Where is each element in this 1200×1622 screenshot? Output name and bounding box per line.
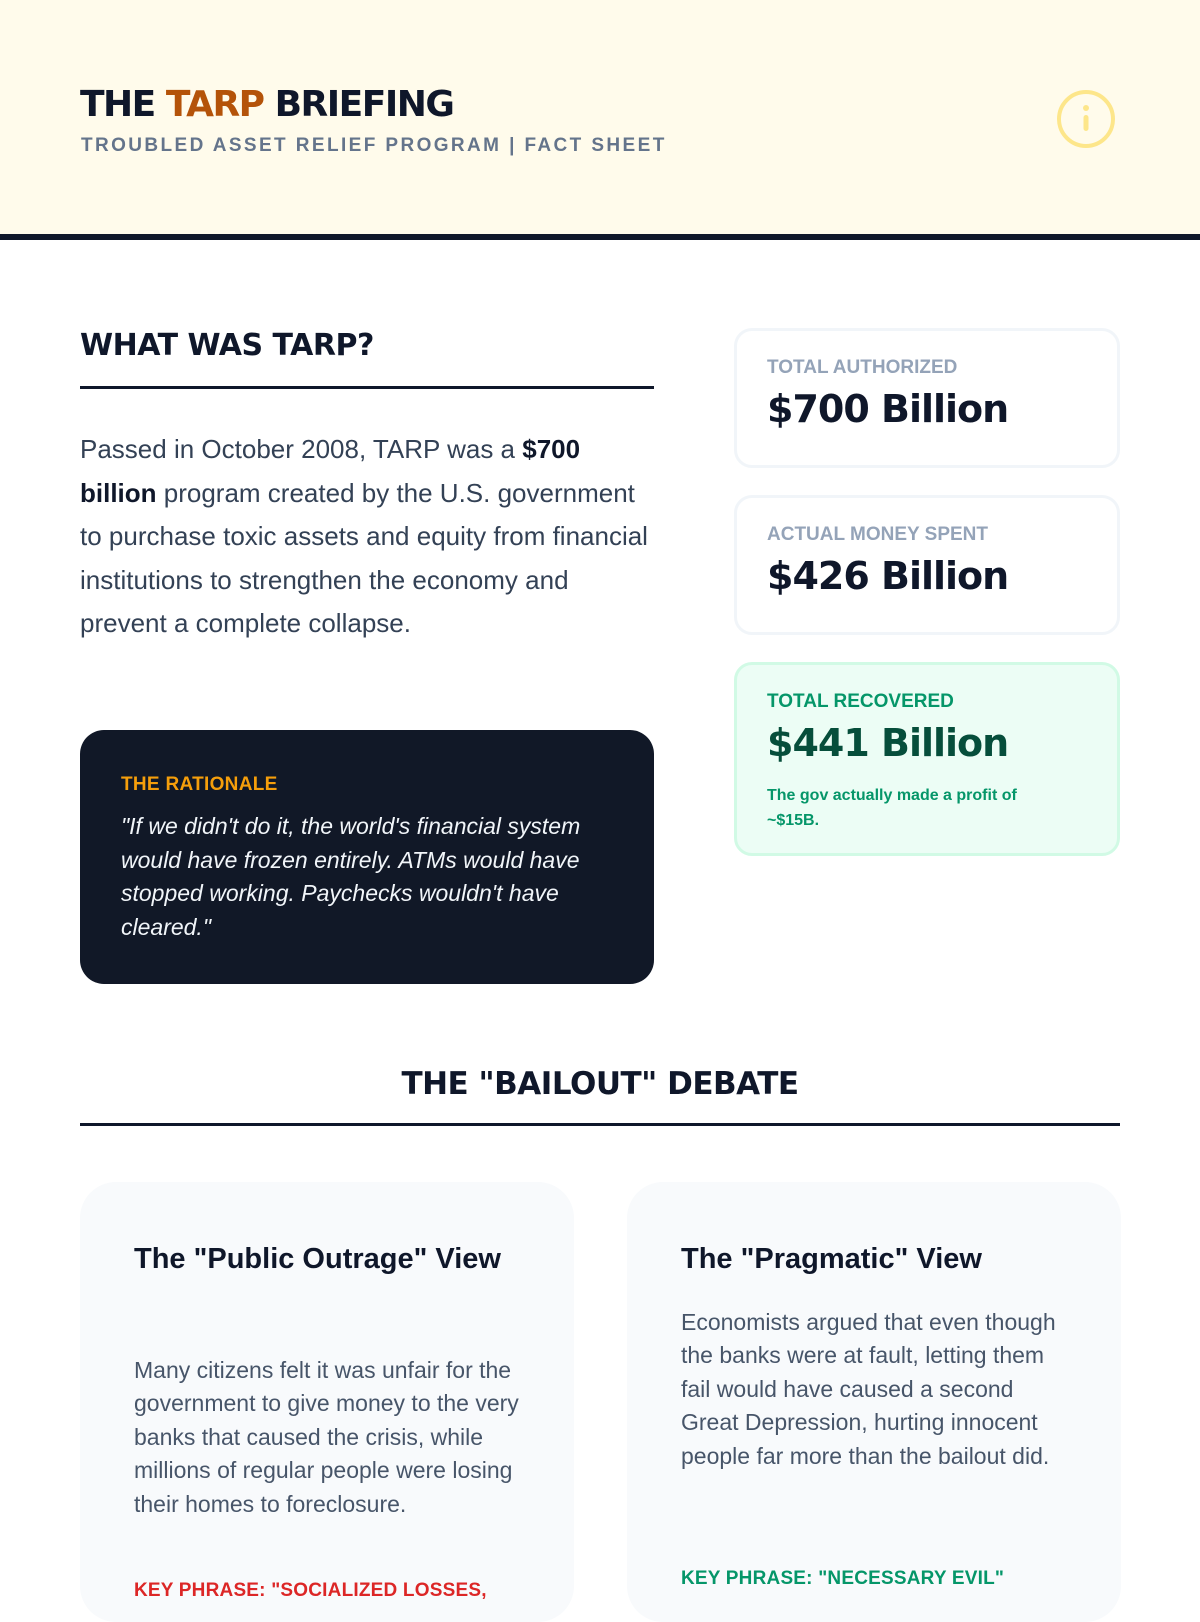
stat-label: TOTAL AUTHORIZED — [767, 357, 958, 378]
key-phrase: KEY PHRASE: "SOCIALIZED LOSSES, — [134, 1580, 487, 1601]
view-card-public-outrage — [80, 1182, 574, 1622]
stat-value: $700 Billion — [767, 387, 1009, 431]
stat-label: TOTAL RECOVERED — [767, 691, 954, 712]
intro-paragraph — [80, 428, 652, 646]
page-header — [0, 0, 1200, 240]
stat-card-spent — [734, 495, 1120, 635]
rationale-quote: "If we didn't do it, the world's financial system would have frozen entirely. ATMs would have stopped working. Paychecks wouldn't have cleared." — [121, 813, 581, 940]
intro-text-after: program created by the U.S. government to purchase toxic assets and equity from financial institutions to strengthen the economy and prevent a complete collapse. — [80, 477, 648, 638]
profit-note: The gov actually made a profit of ~$15B. — [767, 787, 1017, 829]
section-heading-bailout-debate: THE "BAILOUT" DEBATE — [401, 1066, 799, 1102]
page-subtitle: TROUBLED ASSET RELIEF PROGRAM | FACT SHEET — [81, 135, 667, 156]
view-body: Economists argued that even though the banks were at fault, letting them fail would have caused a second Great Depression, hurting innocent people far more than the bailout did. — [681, 1309, 1056, 1469]
stat-card-recovered — [734, 662, 1120, 856]
title-suffix: BRIEFING — [274, 84, 454, 125]
title-prefix: THE — [80, 84, 155, 125]
key-phrase: KEY PHRASE: "NECESSARY EVIL" — [681, 1568, 1005, 1589]
section-divider — [80, 386, 654, 389]
stat-value: $426 Billion — [767, 554, 1009, 598]
title-accent: TARP — [165, 84, 264, 125]
stat-value: $441 Billion — [767, 721, 1009, 765]
section-divider — [80, 1123, 1120, 1126]
rationale-quote-box — [80, 730, 654, 984]
stat-card-authorized — [734, 328, 1120, 468]
view-body: Many citizens felt it was unfair for the government to give money to the very banks that caused the crisis, while millions of regular people were losing their homes to foreclosure. — [134, 1357, 519, 1517]
intro-text-bold: $700 billion — [80, 434, 581, 508]
intro-text-before: Passed in October 2008, TARP was a — [80, 434, 523, 464]
section-heading-what-was-tarp: WHAT WAS TARP? — [80, 328, 374, 363]
view-title: The "Public Outrage" View — [134, 1243, 501, 1275]
info-icon[interactable] — [1057, 90, 1115, 148]
stat-label: ACTUAL MONEY SPENT — [767, 524, 988, 545]
view-title: The "Pragmatic" View — [681, 1243, 982, 1275]
view-card-pragmatic — [627, 1182, 1121, 1622]
page-title — [80, 84, 453, 125]
rationale-label: THE RATIONALE — [121, 774, 278, 795]
